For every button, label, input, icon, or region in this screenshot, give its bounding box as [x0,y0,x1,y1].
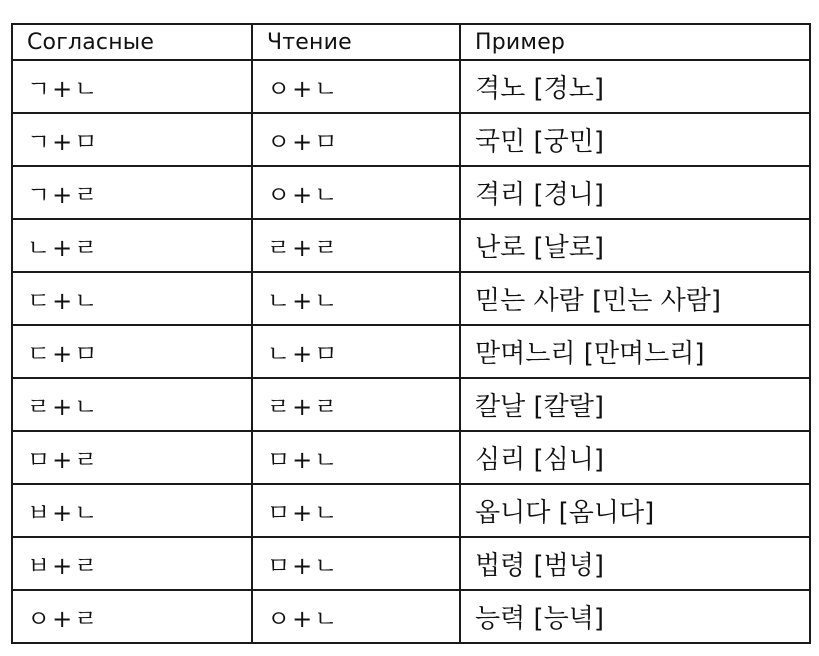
cell-reading: ㅁ+ㄴ [252,431,460,484]
cell-consonants: ㄹ+ㄴ [12,378,252,431]
cell-consonants: ㅂ+ㄹ [12,537,252,590]
header-consonants: Согласные [12,24,252,60]
cell-example: 법령 [범녕] [460,537,810,590]
cell-example: 칼날 [칼랄] [460,378,810,431]
consonant-assimilation-table [11,23,811,644]
cell-reading: ㅇ+ㄴ [252,590,460,643]
cell-consonants: ㅂ+ㄴ [12,484,252,537]
table-row [12,219,810,272]
header-example: Пример [460,24,810,60]
table-row [12,590,810,643]
table-row [12,272,810,325]
cell-example: 옵니다 [옴니다] [460,484,810,537]
cell-reading: ㄹ+ㄹ [252,219,460,272]
cell-consonants: ㄱ+ㄴ [12,60,252,113]
cell-example: 난로 [날로] [460,219,810,272]
cell-example: 심리 [심니] [460,431,810,484]
table-row [12,166,810,219]
table-row [12,431,810,484]
cell-example: 국민 [궁민] [460,113,810,166]
cell-consonants: ㄱ+ㄹ [12,166,252,219]
table-header-row [12,24,810,60]
cell-reading: ㄴ+ㄴ [252,272,460,325]
table-row [12,325,810,378]
cell-reading: ㅇ+ㅁ [252,113,460,166]
cell-example: 맏며느리 [만며느리] [460,325,810,378]
table-row [12,113,810,166]
cell-example: 격노 [경노] [460,60,810,113]
cell-reading: ㄴ+ㅁ [252,325,460,378]
cell-example: 격리 [경니] [460,166,810,219]
cell-consonants: ㄷ+ㅁ [12,325,252,378]
table-row [12,60,810,113]
cell-example: 능력 [능녁] [460,590,810,643]
cell-reading: ㄹ+ㄹ [252,378,460,431]
cell-consonants: ㅇ+ㄹ [12,590,252,643]
table-row [12,484,810,537]
cell-consonants: ㄴ+ㄹ [12,219,252,272]
cell-example: 믿는 사람 [민는 사람] [460,272,810,325]
table-row [12,378,810,431]
cell-reading: ㅁ+ㄴ [252,537,460,590]
cell-reading: ㅇ+ㄴ [252,166,460,219]
table-row [12,537,810,590]
cell-reading: ㅇ+ㄴ [252,60,460,113]
header-reading: Чтение [252,24,460,60]
cell-reading: ㅁ+ㄴ [252,484,460,537]
cell-consonants: ㅁ+ㄹ [12,431,252,484]
cell-consonants: ㄱ+ㅁ [12,113,252,166]
cell-consonants: ㄷ+ㄴ [12,272,252,325]
